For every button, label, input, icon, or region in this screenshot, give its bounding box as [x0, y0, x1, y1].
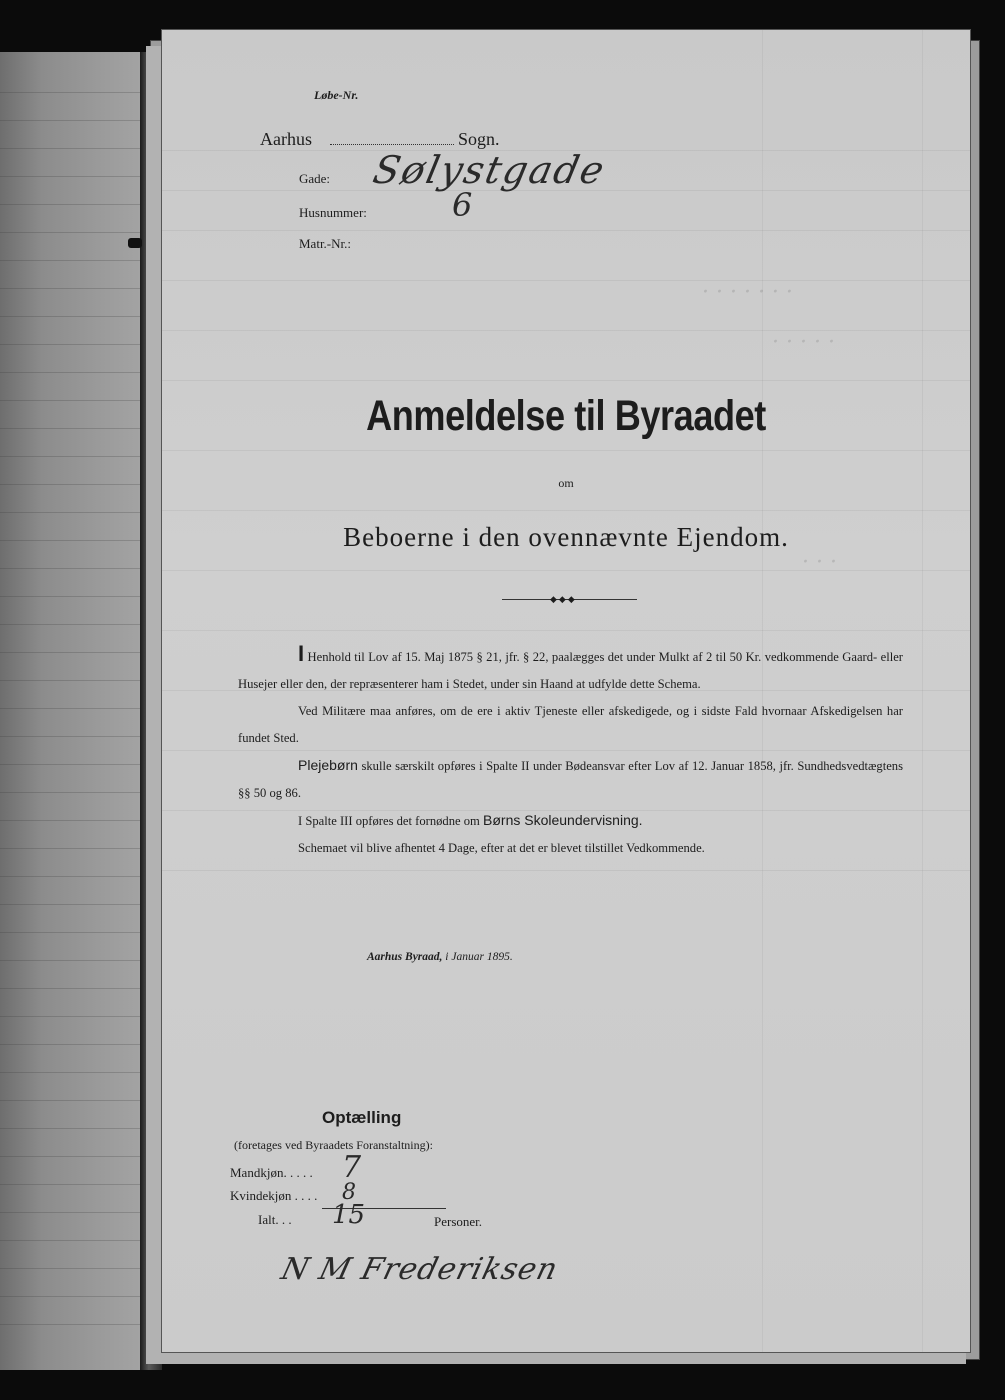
ledger-rule	[0, 820, 140, 821]
ledger-rule	[0, 1184, 140, 1185]
count-title: Optælling	[322, 1108, 402, 1127]
ledger-rule	[0, 1044, 140, 1045]
instruction-paragraph-1: I Henhold til Lov af 15. Maj 1875 § 21, jfr. § 22, paalægges det under Mulkt af 2 til 50 Kr. vedkommende Gaard- eller Husejer eller den, der repræsenterer ham i Stedet, under sin Haand at udfylde dette Schema.	[238, 641, 903, 691]
cadastre-number-label: Matr.-Nr.:	[299, 236, 351, 251]
ledger-rule	[0, 120, 140, 121]
ledger-rule	[0, 288, 140, 289]
ledger-rule	[0, 428, 140, 429]
instruction-paragraph-3: Plejebørn skulle særskilt opføres i Spalte II under Bødeansvar efter Lov af 12. Januar 1858, jfr. Sundhedsvedtægtens §§ 50 og 86.	[238, 757, 903, 800]
issuer-line: Aarhus Byraad, i Januar 1895.	[367, 951, 513, 963]
ledger-rule	[0, 904, 140, 905]
male-count-value: 7	[342, 1150, 362, 1185]
instructions-block	[238, 640, 903, 862]
owner-signature: N M Frederiksen	[277, 1252, 562, 1287]
ledger-rule	[0, 1240, 140, 1241]
ledger-rule	[0, 960, 140, 961]
street-handwritten-value: Sølystgade	[369, 148, 610, 192]
form-subtitle: Beboerne i den ovennævnte Ejendom.	[343, 522, 789, 552]
ledger-rule	[0, 652, 140, 653]
ledger-rule	[0, 624, 140, 625]
ledger-rule	[0, 344, 140, 345]
total-count-value: 15	[332, 1200, 366, 1230]
parish-label: Aarhus	[260, 129, 312, 149]
ledger-rule	[0, 148, 140, 149]
sogn-label: Sogn.	[458, 129, 500, 149]
ledger-rule	[0, 204, 140, 205]
ledger-rule	[0, 736, 140, 737]
instruction-paragraph-5: Schemaet vil blive afhentet 4 Dage, efter at det er blevet tilstillet Vedkommende.	[298, 841, 705, 855]
ledger-rule	[0, 372, 140, 373]
ledger-rule	[0, 1100, 140, 1101]
street-label: Gade:	[299, 171, 331, 186]
ledger-rule	[0, 1212, 140, 1213]
persons-label: Personer.	[434, 1214, 483, 1229]
female-count-value: 8	[342, 1180, 356, 1205]
instruction-paragraph-4: I Spalte III opføres det fornødne om Børns Skoleundervisning.	[298, 812, 643, 828]
ledger-rule	[0, 92, 140, 93]
male-count-label: Mandkjøn. . . . .	[230, 1165, 313, 1180]
ledger-rule	[0, 1128, 140, 1129]
ledger-rule	[0, 988, 140, 989]
ledger-rule	[0, 876, 140, 877]
census-form-page: · · · · · · · · · · · · · · · Løbe-Nr. Aarhus Sogn. Gade: Sølystgade Husnummer: 6 Matr.-Nr.: Anmeldelse til Byraadet om Beboerne i den ovennævnte Ejendom. ◆◆◆ I Henhold til Lov af 15. Maj 1875 § 21, jfr. § 22, paalægges det under Mulkt af 2 til 50 Kr. vedkommende Gaard- eller Husejer eller den, der repræsenterer ham i Stedet, under sin Haand at udfylde dette Schema. Ved Militære maa anføres, om de ere i aktiv Tjeneste eller afskedigede, og i sidste Fald hvornaar Afskedigelsen har fundet Sted. Plejebørn skulle særskilt opføres i Spalte II under Bødeansvar efter Lov af 12. Januar 1858, jfr. Sundhedsvedtægtens §§ 50 og 86. I Spalte III opføres det fornødne om Børns Skoleundervisning. Schemaet vil blive afhentet 4 Dage, efter at det er blevet tilstillet Vedkommende. Aarhus Byraad, i Januar 1895. Optælling (foretages ved Byraadets Foranstaltning): Mandkjøn. . . . . 7 Kvindekjøn . . . . 8 Ialt. . . 15 Personer. N M Frederiksen	[162, 30, 970, 1352]
ledger-rule	[0, 792, 140, 793]
ledger-rule	[0, 568, 140, 569]
ledger-rule	[0, 260, 140, 261]
ledger-rule	[0, 456, 140, 457]
ledger-rule	[0, 848, 140, 849]
ledger-rule	[0, 484, 140, 485]
ledger-rule	[0, 1324, 140, 1325]
house-number-label: Husnummer:	[299, 205, 367, 220]
instruction-paragraph-2: Ved Militære maa anføres, om de ere i aktiv Tjeneste eller afskedigede, og i sidste Fald hvornaar Afskedigelsen har fundet Sted.	[238, 704, 903, 745]
ledger-rule	[0, 1072, 140, 1073]
facing-left-page	[0, 52, 142, 1370]
drop-initial: I	[298, 641, 305, 666]
title-connector: om	[558, 476, 574, 490]
ledger-rule	[0, 400, 140, 401]
ledger-rule	[0, 1296, 140, 1297]
ledger-rule	[0, 540, 140, 541]
ledger-rule	[0, 596, 140, 597]
ledger-rule	[0, 176, 140, 177]
binding-pin	[128, 238, 142, 248]
ledger-rule	[0, 1268, 140, 1269]
ledger-rule	[0, 680, 140, 681]
ledger-rule	[0, 316, 140, 317]
ledger-rule	[0, 232, 140, 233]
parish-fill-line	[330, 144, 454, 145]
ledger-rule	[0, 708, 140, 709]
ornament-dots-icon: ◆◆◆	[550, 594, 577, 604]
ledger-rule	[0, 1016, 140, 1017]
ledger-rule	[0, 1156, 140, 1157]
total-count-label: Ialt. . .	[258, 1212, 292, 1227]
female-count-label: Kvindekjøn . . . .	[230, 1188, 318, 1203]
loebe-nr-label: Løbe-Nr.	[314, 88, 359, 102]
form-title: Anmeldelse til Byraadet	[366, 392, 766, 440]
ledger-rule	[0, 932, 140, 933]
house-number-handwritten-value: 6	[452, 186, 473, 224]
ledger-rule	[0, 512, 140, 513]
ledger-rule	[0, 764, 140, 765]
count-subtitle: (foretages ved Byraadets Foranstaltning):	[234, 1138, 433, 1152]
